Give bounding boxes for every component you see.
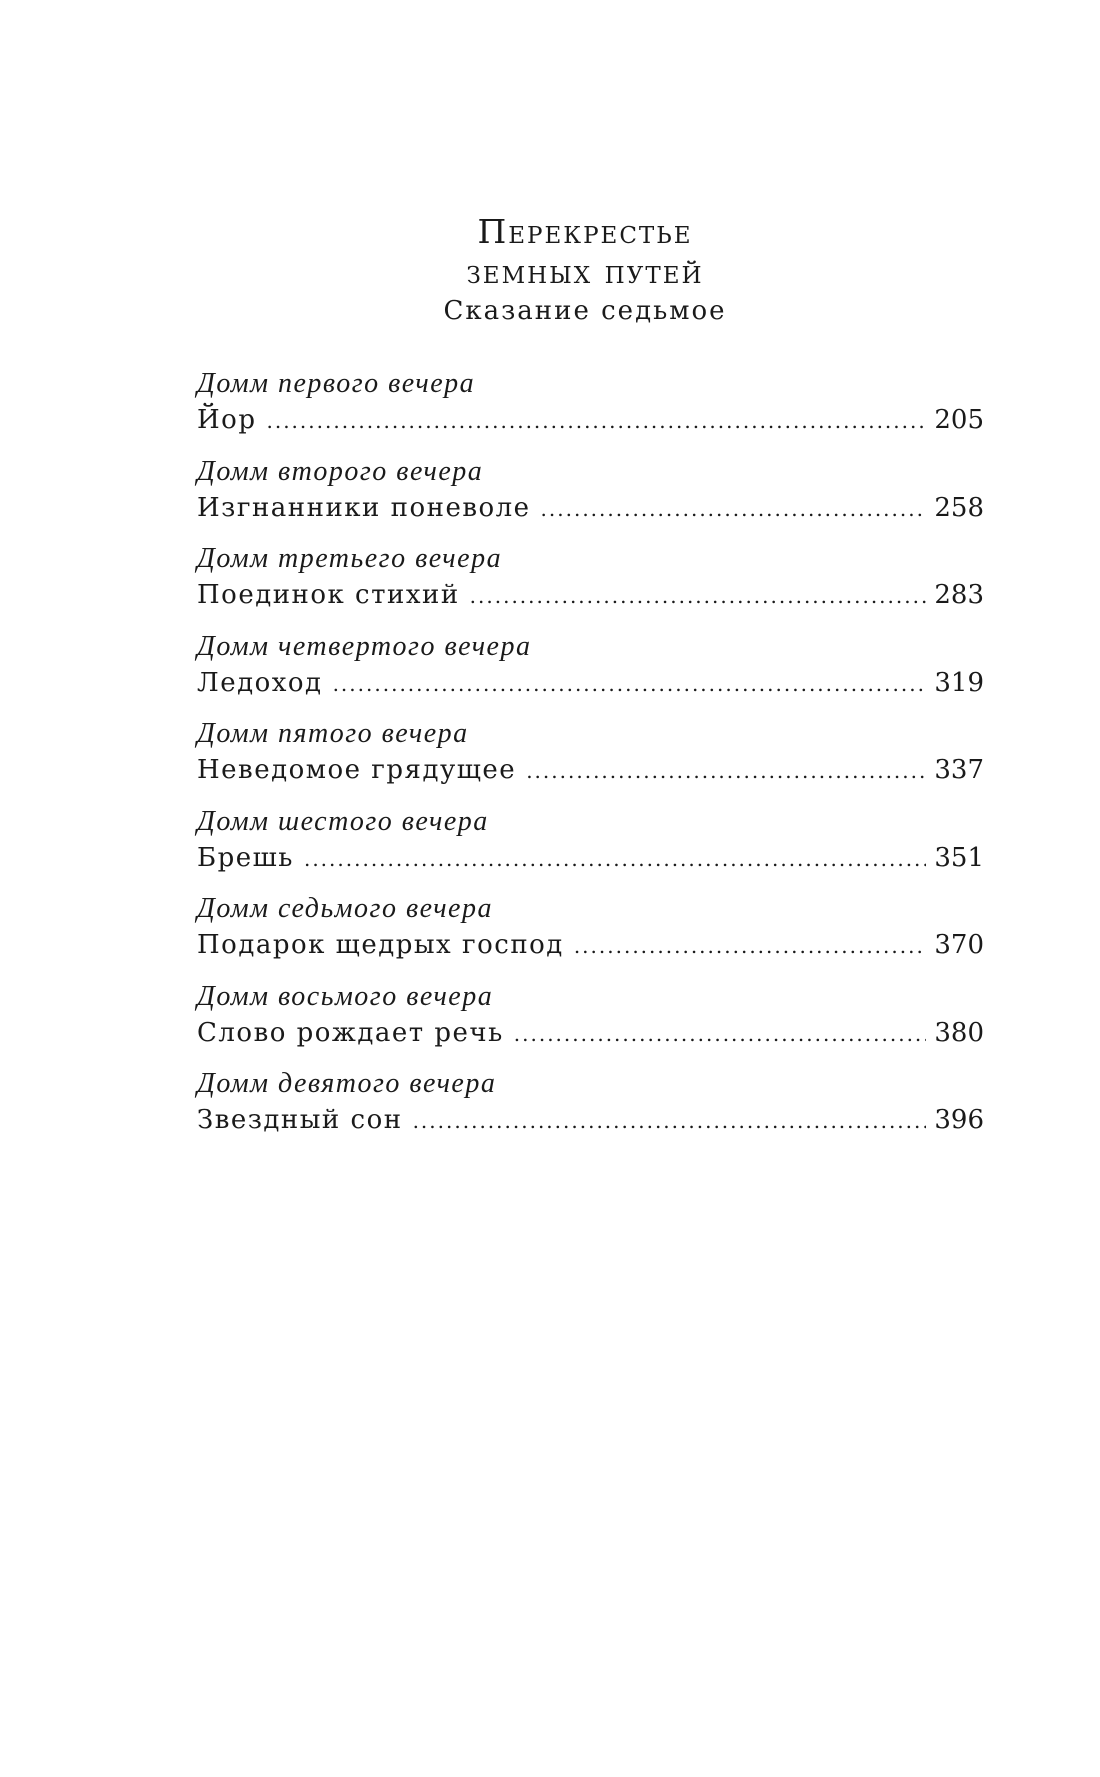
toc-entry <box>197 629 984 717</box>
entry-row <box>197 490 984 526</box>
entry-title: Йор <box>197 405 257 435</box>
entry-title: Поединок стихий <box>197 580 460 610</box>
entry-row <box>197 840 984 876</box>
entry-label: Домм четвертого вечера <box>197 630 532 662</box>
toc-entry <box>197 366 984 454</box>
dot-leader <box>304 841 926 877</box>
toc-entry <box>197 541 984 629</box>
toc-entry <box>197 891 984 979</box>
entry-label: Домм седьмого вечера <box>197 893 493 924</box>
entry-row <box>197 665 984 701</box>
entry-row <box>197 752 984 788</box>
section-heading <box>0 212 1100 330</box>
entry-label: Домм второго вечера <box>197 455 484 487</box>
entry-page-number: 205 <box>934 405 984 435</box>
entry-row <box>197 1015 984 1051</box>
entry-label: Домм первого вечера <box>197 368 476 399</box>
heading-line-1: Перекрестье <box>477 212 693 251</box>
dot-leader <box>541 491 927 527</box>
dot-leader <box>514 1016 927 1052</box>
dot-leader <box>470 578 927 614</box>
toc-entry <box>197 716 984 804</box>
entry-title: Брешь <box>197 842 294 873</box>
entry-title: Ледоход <box>197 667 323 698</box>
toc-entry <box>197 1066 984 1154</box>
entry-page-number: 319 <box>934 667 984 698</box>
entry-title: Звездный сон <box>197 1105 403 1135</box>
entry-label: Домм третьего вечера <box>197 543 503 574</box>
entry-page-number: 396 <box>934 1105 984 1135</box>
dot-leader <box>333 666 927 702</box>
heading-line-2: земных путей <box>466 252 704 291</box>
toc-entry <box>197 454 984 542</box>
entry-page-number: 370 <box>934 930 984 960</box>
dot-leader <box>266 403 926 439</box>
entry-page-number: 351 <box>934 842 984 873</box>
entry-row <box>197 927 984 963</box>
entry-row <box>197 1102 984 1138</box>
entry-page-number: 380 <box>934 1017 984 1048</box>
entry-label: Домм девятого вечера <box>197 1068 497 1099</box>
entry-title: Слово рождает речь <box>197 1017 504 1048</box>
dot-leader <box>526 753 926 789</box>
dot-leader <box>413 1103 927 1139</box>
toc-entry <box>197 979 984 1067</box>
entry-label: Домм шестого вечера <box>197 805 489 837</box>
toc-entry <box>197 804 984 892</box>
entry-label: Домм восьмого вечера <box>197 980 494 1012</box>
entry-label: Домм пятого вечера <box>197 718 469 749</box>
heading-subtitle: Сказание седьмое <box>443 296 727 326</box>
table-of-contents <box>197 366 984 1154</box>
entry-page-number: 337 <box>934 755 984 785</box>
entry-page-number: 283 <box>934 580 984 610</box>
entry-title: Подарок щедрых господ <box>197 930 564 960</box>
entry-page-number: 258 <box>934 492 984 523</box>
entry-title: Изгнанники поневоле <box>197 492 531 523</box>
entry-title: Неведомое грядущее <box>197 755 517 785</box>
entry-row <box>197 402 984 438</box>
dot-leader <box>574 928 927 964</box>
entry-row <box>197 577 984 613</box>
